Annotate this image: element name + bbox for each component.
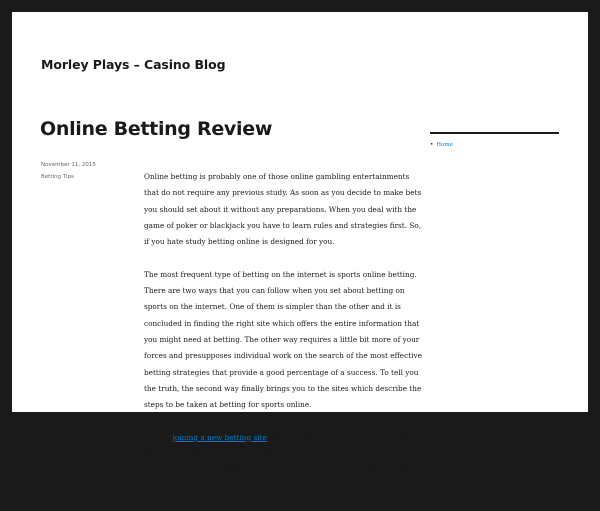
text-line: betting strategies that provide a good percentage of a success. To tell you bbox=[144, 367, 419, 377]
text-line: The most frequent type of betting on the internet is sports online betting. bbox=[144, 269, 417, 279]
text-line: Online betting is probably one of those online gambling entertainments bbox=[144, 172, 410, 181]
paragraph-1 bbox=[144, 169, 422, 250]
site-title[interactable]: Morley Plays – Casino Blog bbox=[41, 57, 226, 72]
paragraph-2 bbox=[144, 267, 422, 414]
post-title[interactable]: Online Betting Review bbox=[40, 118, 273, 140]
text-fragment: is a big deal because on such site you bbox=[266, 432, 409, 442]
post-date[interactable]: November 11, 2015 bbox=[41, 162, 96, 168]
text-line bbox=[144, 430, 414, 446]
text-line: the truth, the second way finally brings you to the sites which describe the bbox=[144, 383, 422, 393]
text-line: forces and presupposes individual work on the search of the most effective bbox=[144, 351, 422, 361]
betting-site-link[interactable]: joining a new betting site bbox=[172, 432, 267, 442]
sidebar-menu bbox=[430, 142, 559, 148]
post-category[interactable]: Betting Tips bbox=[41, 174, 74, 180]
text-line: you should set about it without any preparations. When you deal with the bbox=[144, 204, 417, 214]
text-line: concluded in finding the right site which offers the entire information that bbox=[144, 318, 420, 328]
text-line: if you hate study betting online is designed for you. bbox=[144, 237, 335, 247]
text-line: playing teams and general statistics and finishing with betting bonuses bbox=[144, 465, 409, 475]
home-link[interactable]: Home bbox=[436, 142, 453, 148]
paragraph-3 bbox=[144, 430, 418, 495]
text-line: you might need at betting. The other way requires a little bit more of your bbox=[144, 334, 420, 344]
sidebar-item-home: • Home bbox=[430, 142, 453, 148]
text-line: available. Moreover, certain online betting sites also offer the opportunity bbox=[144, 481, 418, 491]
text-fragment: In fact, bbox=[144, 432, 173, 442]
text-line: that do not require any previous study. As soon as you decide to make bets bbox=[144, 188, 422, 198]
text-line: sports on the internet. One of them is simpler than the other and it is bbox=[144, 302, 401, 312]
sidebar-menu-widget bbox=[430, 132, 559, 148]
text-line: will be able to take use of all kinds of help beginning with daily tips for bbox=[144, 449, 408, 459]
text-line: game of poker or blackjack you have to learn rules and strategies first. So, bbox=[144, 220, 422, 230]
text-line: steps to be taken at betting for sports online. bbox=[144, 400, 312, 410]
page bbox=[12, 12, 588, 491]
text-line: There are two ways that you can follow when you set about betting on bbox=[144, 286, 405, 296]
post-content bbox=[144, 169, 422, 511]
